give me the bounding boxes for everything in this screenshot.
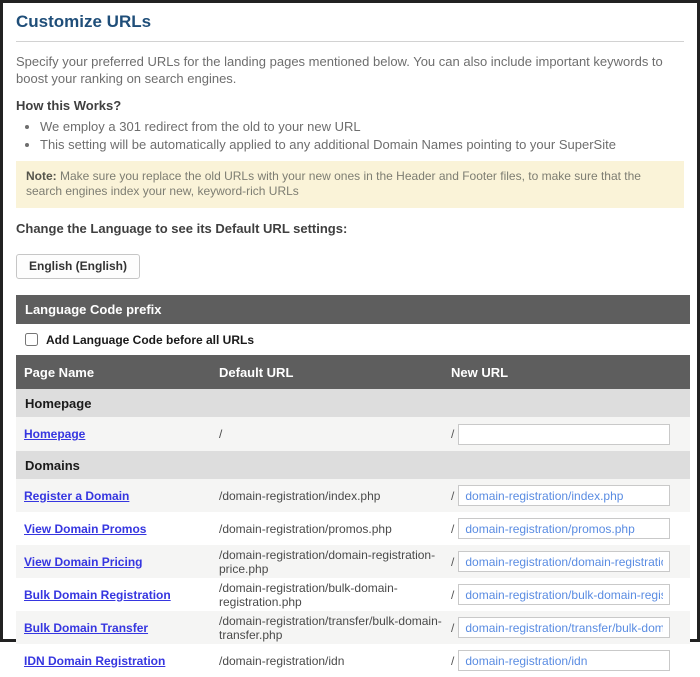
url-prefix-slash: /	[451, 427, 455, 441]
table-row	[16, 512, 690, 545]
language-select-button[interactable]: English (English)	[16, 254, 140, 279]
table-row	[16, 479, 690, 512]
default-url-text: /domain-registration/promos.php	[219, 521, 392, 536]
language-code-checkbox-row	[16, 324, 690, 355]
how-it-works-list	[40, 119, 684, 152]
new-url-input-bulk-domain-transfer[interactable]	[458, 617, 670, 638]
page-title: Customize URLs	[16, 12, 152, 31]
intro-text: Specify your preferred URLs for the landing pages mentioned below. You can also include important keywords to boost your ranking on search engines.	[16, 54, 663, 86]
page-link-register-a-domain[interactable]: Register a Domain	[24, 488, 130, 503]
default-url-text: /domain-registration/index.php	[219, 488, 381, 503]
page-link-homepage[interactable]: Homepage	[24, 427, 86, 441]
table-row	[16, 644, 690, 677]
url-prefix-slash: /	[451, 554, 455, 569]
note-label: Note:	[26, 169, 57, 183]
url-settings-table	[16, 295, 690, 677]
default-url-text: /domain-registration/domain-registration-price.php	[219, 547, 436, 576]
table-row	[16, 417, 690, 451]
section-header-domains: Domains	[16, 451, 690, 479]
table-column-header-row	[16, 355, 690, 389]
new-url-input-idn-domain-registration[interactable]	[458, 650, 670, 671]
table-row	[16, 545, 690, 578]
column-header-page-name: Page Name	[24, 364, 95, 380]
section-header-homepage: Homepage	[16, 389, 690, 417]
column-header-default-url: Default URL	[219, 364, 294, 380]
url-prefix-slash: /	[451, 620, 455, 635]
url-prefix-slash: /	[451, 521, 455, 536]
default-url-text: /domain-registration/idn	[219, 653, 345, 668]
new-url-input-bulk-domain-registration[interactable]	[458, 584, 670, 605]
new-url-input-view-domain-promos[interactable]	[458, 518, 670, 539]
page-link-view-domain-pricing[interactable]: View Domain Pricing	[24, 554, 143, 569]
new-url-input-register-a-domain[interactable]	[458, 485, 670, 506]
how-it-works-heading: How this Works?	[16, 98, 122, 113]
how-bullet-auto-apply: • This setting will be automatically applied to any additional Domain Names pointing to your SuperSite	[40, 137, 684, 152]
column-header-new-url: New URL	[451, 364, 509, 380]
url-prefix-slash: /	[451, 587, 455, 602]
default-url-text: /domain-registration/bulk-domain-registration.php	[219, 580, 398, 609]
table-row	[16, 611, 690, 644]
url-prefix-slash: /	[451, 488, 455, 503]
language-prompt: Change the Language to see its Default URL settings:	[16, 221, 348, 236]
default-url-text: /domain-registration/transfer/bulk-domain-transfer.php	[219, 613, 442, 642]
url-prefix-slash: /	[451, 653, 455, 668]
new-url-input-view-domain-pricing[interactable]	[458, 551, 670, 572]
note-text: Make sure you replace the old URLs with your new ones in the Header and Footer files, to make sure that the search engines index your new, keyword-rich URLs	[26, 169, 641, 198]
how-bullet-redirect: • We employ a 301 redirect from the old to your new URL	[40, 119, 684, 134]
language-code-prefix-header: Language Code prefix	[16, 295, 690, 324]
page-content	[3, 3, 697, 677]
page-link-bulk-domain-transfer[interactable]: Bulk Domain Transfer	[24, 620, 149, 635]
table-row	[16, 578, 690, 611]
note-box	[16, 161, 684, 208]
add-language-code-checkbox[interactable]	[25, 333, 38, 346]
add-language-code-label[interactable]: Add Language Code before all URLs	[46, 332, 255, 347]
page-link-idn-domain-registration[interactable]: IDN Domain Registration	[24, 653, 166, 668]
new-url-input-homepage[interactable]	[458, 424, 670, 445]
title-divider	[16, 41, 684, 42]
page-link-view-domain-promos[interactable]: View Domain Promos	[24, 521, 147, 536]
page-link-bulk-domain-registration[interactable]: Bulk Domain Registration	[24, 587, 171, 602]
default-url-text: /	[219, 427, 223, 441]
